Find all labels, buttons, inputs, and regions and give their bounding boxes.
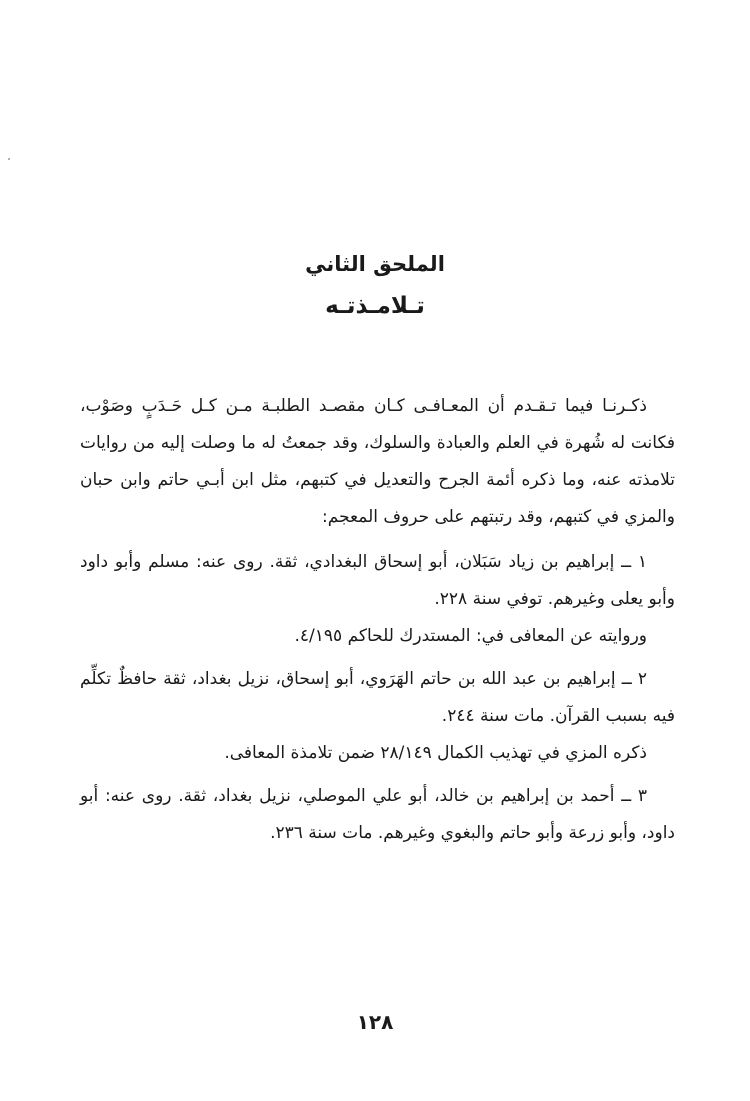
intro-paragraph: ذكـرنـا فيما تـقـدم أن المعـافـى كـان مقصـد الطلبـة مـن كـل حَـدَبٍ وصَوْب، فكانت له شُهرة في العلم والعبادة والسلوك، وقد جمعتُ له ما وصلت إليه من روايات تلامذته عنه، وما ذكره أئمة الجرح والتعديل في كتبهم، مثل ابن أبـي حاتم وابن حبان والمزي في كتبهم، وقد رتبتهم على حروف المعجم: (80, 396, 675, 527)
entry-text: ١ ــ إبراهيم بن زياد سَبَلان، أبو إسحاق البغدادي، ثقة. روى عنه: مسلم وأبو داود وأبو يعلى وغيرهم. توفي سنة ٢٢٨. (80, 552, 675, 609)
entry-2 (80, 661, 675, 772)
body-text (80, 388, 675, 852)
margin-mark (8, 158, 10, 160)
page-number: ١٢٨ (356, 1010, 394, 1034)
entry-3 (80, 778, 675, 852)
entry-text: ٢ ــ إبراهيم بن عبد الله بن حاتم الهَرَوي، أبو إسحاق، نزيل بغداد، ثقة حافظٌ تكلِّم فيه بسبب القرآن. مات سنة ٢٤٤. (80, 669, 675, 726)
entry-note: وروايته عن المعافى في: المستدرك للحاكم ٤/١٩٥. (294, 626, 647, 646)
entry-text: ٣ ــ أحمد بن إبراهيم بن خالد، أبو علي الموصلي، نزيل بغداد، ثقة. روى عنه: أبو داود، وأبو زرعة وأبو حاتم والبغوي وغيرهم. مات سنة ٢٣٦. (80, 786, 675, 843)
section-title: تـلامـذتـه (325, 293, 425, 319)
appendix-title: الملحق الثاني (305, 252, 445, 276)
entry-note: ذكره المزي في تهذيب الكمال ٢٨/١٤٩ ضمن تلامذة المعافى. (224, 743, 647, 763)
entry-1 (80, 544, 675, 655)
